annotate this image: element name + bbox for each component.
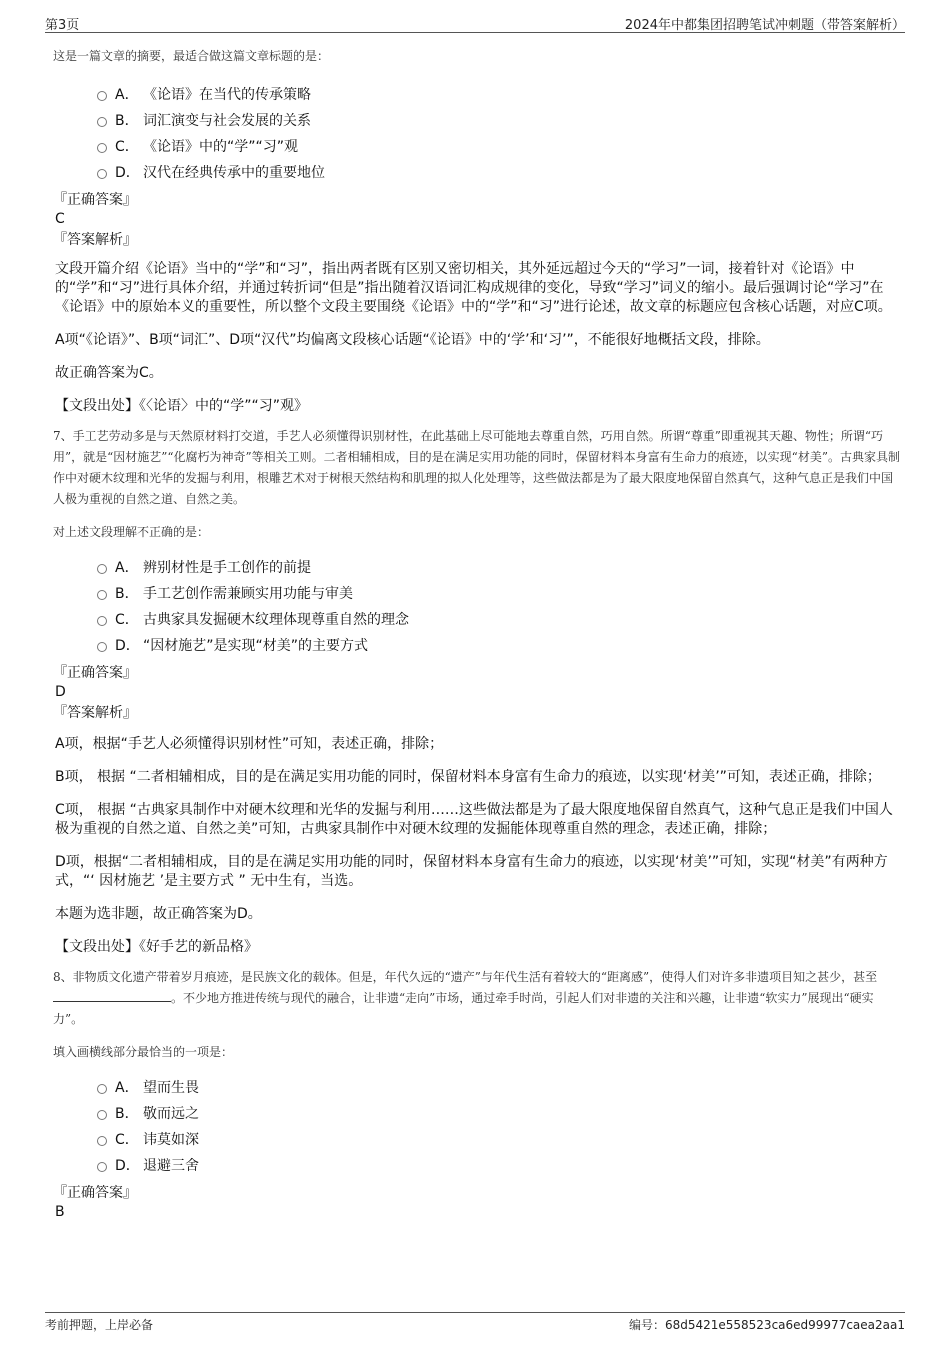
q8-options — [53, 1075, 903, 1179]
q6-analysis-para-3: 故正确答案为C。 — [55, 365, 163, 381]
q8-option-d[interactable]: D． 退避三舍 — [53, 1153, 903, 1179]
q8-stem: 8、非物质文化遗产带着岁月痕迹，是民族文化的载体。但是，年代久远的“遗产”与年代生活有着较大的“距离感”，使得人们对许多非遗项目知之甚少，甚至。不少地方推进传统与现代的融合，让非遗“走向”市场，通过牵手时尚，引起人们对非遗的关注和兴趣，让非遗“软实力”展现出“硬实力”。 — [53, 970, 878, 1026]
q7-option-a[interactable]: A． 辨别材性是手工创作的前提 — [53, 555, 903, 581]
q7-option-b[interactable]: B． 手工艺创作需兼顾实用功能与审美 — [53, 581, 903, 607]
radio-icon[interactable] — [97, 1084, 107, 1094]
footer-slogan: 考前押题，上岸必备 — [45, 1318, 154, 1332]
q8-answer-label: 『正确答案』 — [53, 1185, 137, 1201]
radio-icon[interactable] — [97, 117, 107, 127]
radio-icon[interactable] — [97, 169, 107, 179]
q8-option-a[interactable]: A． 望而生畏 — [53, 1075, 903, 1101]
q7-answer-label: 『正确答案』 — [53, 665, 137, 681]
radio-icon[interactable] — [97, 564, 107, 574]
q7-analysis-label: 『答案解析』 — [53, 705, 137, 721]
q6-answer: C — [55, 211, 65, 227]
document-id: 编号：68d5421e558523ca6ed99977caea2aa1 — [628, 1318, 905, 1332]
q7-option-d[interactable]: D． “因材施艺”是实现“材美”的主要方式 — [53, 633, 903, 659]
q6-analysis-para-2: A项“《论语》”、B项“词汇”、D项“汉代”均偏离文段核心话题“《论语》中的‘学’和‘习’”，不能很好地概括文段，排除。 — [55, 332, 770, 348]
q7-answer: D — [55, 684, 66, 700]
radio-icon[interactable] — [97, 1110, 107, 1120]
q7-options — [53, 555, 903, 659]
q6-option-b[interactable]: B． 词汇演变与社会发展的关系 — [53, 108, 903, 134]
radio-icon[interactable] — [97, 590, 107, 600]
q6-analysis-label: 『答案解析』 — [53, 232, 137, 248]
q6-option-d[interactable]: D． 汉代在经典传承中的重要地位 — [53, 160, 903, 186]
fill-blank — [53, 989, 171, 1002]
page-header — [45, 10, 905, 33]
radio-icon[interactable] — [97, 616, 107, 626]
q6-source: 【文段出处】《〈论语〉中的“学”“习”观》 — [55, 398, 309, 414]
q6-prompt: 这是一篇文章的摘要，最适合做这篇文章标题的是： — [53, 49, 330, 63]
q7-analysis-a: A项，根据“手艺人必须懂得识别材性”可知，表述正确，排除； — [55, 736, 444, 752]
q7-conclusion: 本题为选非题，故正确答案为D。 — [55, 906, 262, 922]
q8-option-c[interactable]: C． 讳莫如深 — [53, 1127, 903, 1153]
q8-option-b[interactable]: B． 敬而远之 — [53, 1101, 903, 1127]
q7-stem: 7、手工艺劳动多是与天然原材料打交道，手艺人必须懂得识别材性，在此基础上尽可能地去尊重自然，巧用自然。所谓“尊重”即重视其天趣、物性；所谓“巧用”，就是“因材施艺”“化腐朽为神奇”等相关工则。二者相辅相成，目的是在满足实用功能的同时，保留材料本身富有生命力的痕迹，以实现“材美”。古典家具制作中对硬木纹理和光华的发掘与利用，根雕艺术对于树根天然结构和肌理的拟人化处理等，这些做法都是为了最大限度地保留自然真气，这种气息正是我们中国人极为重视的自然之道、自然之美。 — [53, 429, 900, 506]
page-number: 第3页 — [45, 18, 80, 33]
q7-analysis-c: C项， 根据 “古典家具制作中对硬木纹理和光华的发掘与利用……这些做法都是为了最大限度地保留自然真气，这种气息正是我们中国人极为重视的自然之道、自然之美”可知，古典家具制作中对硬木纹理的发掘能体现尊重自然的理念，表述正确，排除； — [55, 802, 893, 837]
radio-icon[interactable] — [97, 91, 107, 101]
q6-option-c[interactable]: C． 《论语》中的“学”“习”观 — [53, 134, 903, 160]
radio-icon[interactable] — [97, 143, 107, 153]
radio-icon[interactable] — [97, 1136, 107, 1146]
q7-analysis-b: B项， 根据 “二者相辅相成，目的是在满足实用功能的同时，保留材料本身富有生命力的痕迹，以实现‘材美’”可知，表述正确，排除； — [55, 769, 881, 785]
document-title: 2024年中都集团招聘笔试冲刺题（带答案解析） — [624, 18, 905, 33]
q6-answer-label: 『正确答案』 — [53, 192, 137, 208]
page-footer — [45, 1312, 905, 1337]
q6-option-a[interactable]: A． 《论语》在当代的传承策略 — [53, 82, 903, 108]
q7-option-c[interactable]: C． 古典家具发掘硬木纹理体现尊重自然的理念 — [53, 607, 903, 633]
q6-options — [53, 82, 903, 186]
q7-source: 【文段出处】《好手艺的新品格》 — [55, 939, 258, 955]
q8-answer: B — [55, 1204, 65, 1220]
q6-analysis-para-1: 文段开篇介绍《论语》当中的“学”和“习”，指出两者既有区别又密切相关，其外延远超过今天的“学习”一词，接着针对《论语》中的“学”和“习”进行具体介绍，并通过转折词“但是”指出随着汉语词汇构成规律的变化，导致“学习”词义的缩小。最后强调讨论“学习”在《论语》中的原始本义的重要性，所以整个文段主要围绕《论语》中的“学”和“习”进行论述，故文章的标题应包含核心话题，对应C项。 — [55, 261, 892, 315]
radio-icon[interactable] — [97, 1162, 107, 1172]
q7-analysis-d: D项，根据“二者相辅相成，目的是在满足实用功能的同时，保留材料本身富有生命力的痕迹，以实现‘材美’”可知，实现“材美”有两种方式，“‘ 因材施艺 ’是主要方式 ” 无中生有，当选。 — [55, 854, 888, 889]
radio-icon[interactable] — [97, 642, 107, 652]
q7-prompt: 对上述文段理解不正确的是： — [53, 525, 210, 539]
page-content — [53, 40, 903, 1221]
q8-prompt: 填入画横线部分最恰当的一项是： — [53, 1045, 234, 1059]
